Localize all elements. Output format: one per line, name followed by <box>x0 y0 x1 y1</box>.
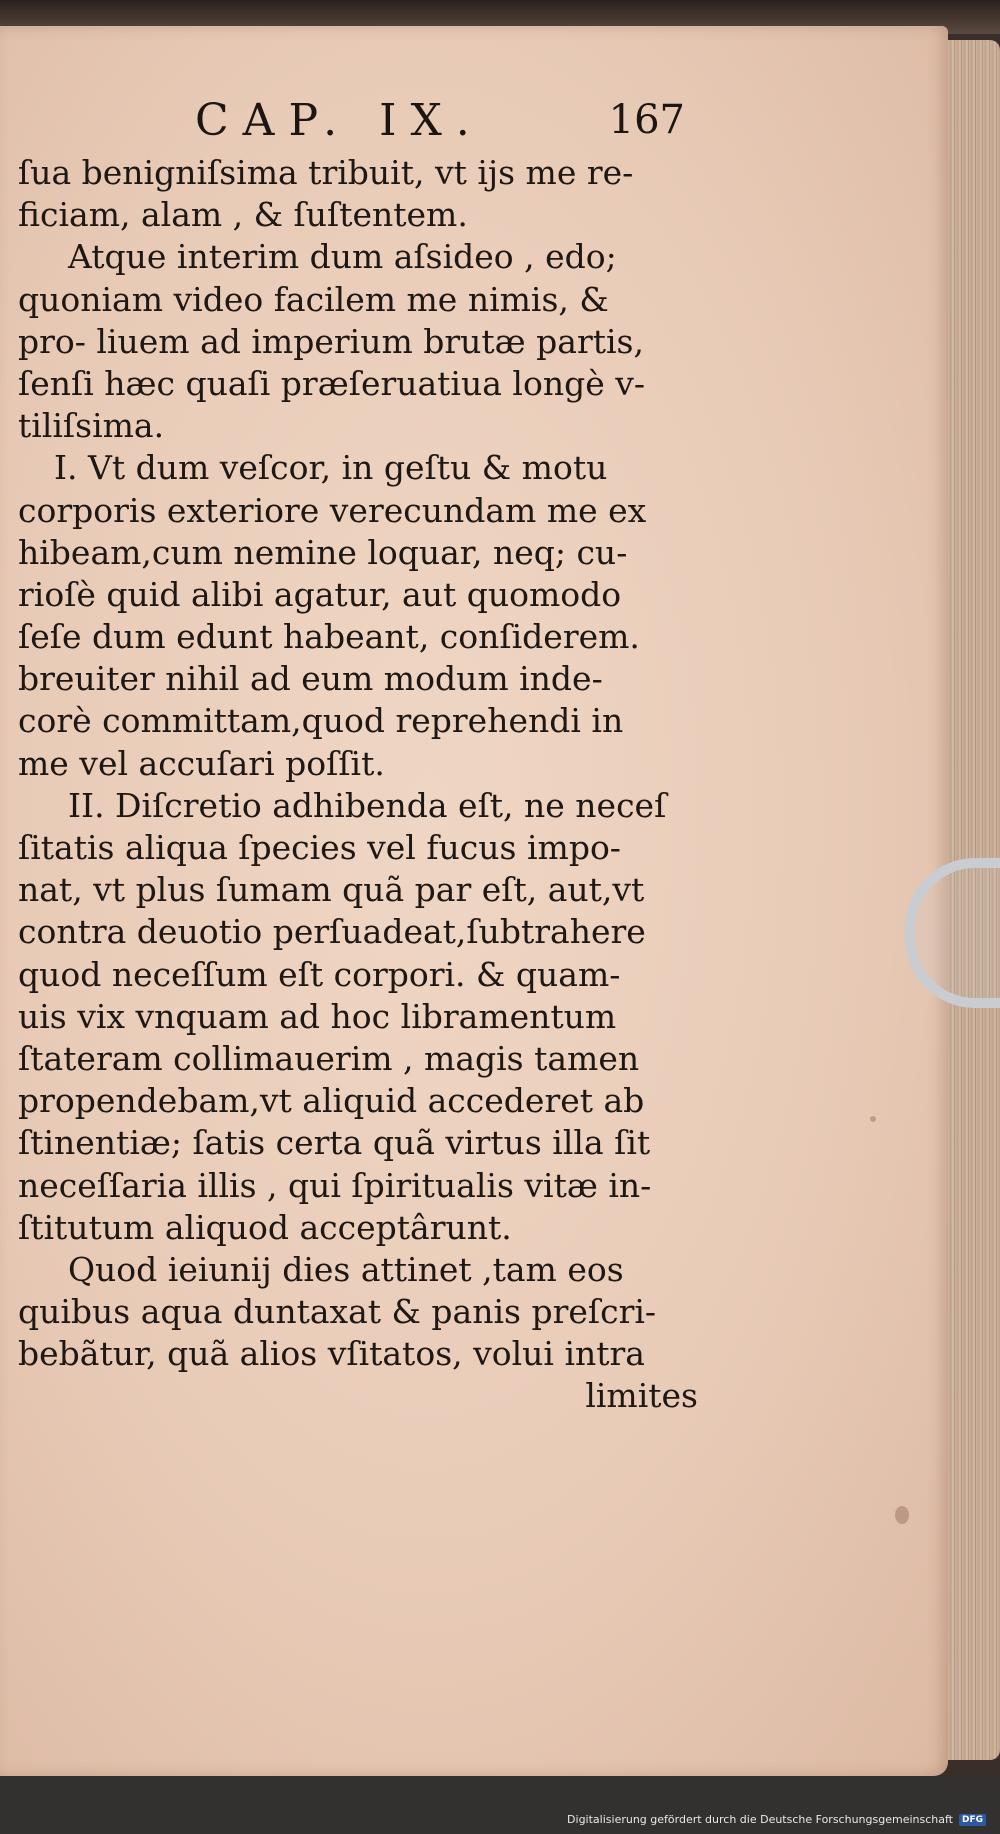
text-line: ſeſe dum edunt habeant, conſiderem. <box>18 617 640 657</box>
catchword: limites <box>585 1376 698 1416</box>
text-line: ſtitutum aliquod acceptârunt. <box>18 1207 512 1247</box>
text-line: quibus aqua duntaxat & panis preſcri- <box>18 1292 657 1332</box>
text-line: corè committam,quod reprehendi in <box>18 701 624 741</box>
text-line: corporis exteriore verecundam me ex <box>18 490 647 530</box>
text-line: ſitatis aliqua ſpecies vel fucus impo- <box>18 828 621 867</box>
text-line: ſtinentiæ; ſatis certa quã virtus illa ſit <box>18 1123 651 1163</box>
chapter-heading: CAP. IX. <box>195 95 484 146</box>
text-line: ſua benigniſsima tribuit, vt ijs me re- <box>18 153 634 192</box>
dfg-logo: DFG <box>959 1814 986 1826</box>
text-line: me vel accuſari poſſit. <box>18 743 385 783</box>
text-line: tiliſsima. <box>18 406 165 446</box>
text-line: Atque interim dum aſsideo , edo; <box>68 237 617 277</box>
paper-stain <box>870 1116 876 1122</box>
text-line: quod neceſſum eſt corpori. & quam- <box>18 954 621 994</box>
running-header <box>195 95 685 153</box>
text-line: bebãtur, quã alios vſitatos, volui intra <box>18 1334 645 1374</box>
text-line: II. Diſcretio adhibenda eſt, ne neceſ <box>68 785 667 825</box>
text-line: uis vix vnquam ad hoc libramentum <box>18 996 617 1036</box>
text-line: rioſè quid alibi agatur, aut quomodo <box>18 574 622 614</box>
text-line: ficiam, alam , & ſuſtentem. <box>18 195 468 235</box>
digitization-credit <box>567 1813 986 1826</box>
text-line: breuiter nihil ad eum modum inde- <box>18 659 603 699</box>
paper-stain <box>895 1506 909 1524</box>
text-line: neceſſaria illis , qui ſpiritualis vitæ in- <box>18 1165 652 1205</box>
text-line: I. Vt dum veſcor, in geſtu & motu <box>54 448 608 488</box>
text-line: quoniam video facilem me nimis, & <box>18 279 609 319</box>
scan-bottom-bar <box>0 1776 1000 1834</box>
text-line: contra deuotio perſuadeat,ſubtrahere <box>18 912 646 952</box>
text-line: Quod ieiunij dies attinet ,tam eos <box>68 1249 624 1289</box>
page-number: 167 <box>608 97 685 143</box>
text-line: hibeam,cum nemine loquar, neq; cu- <box>18 532 628 572</box>
text-line: nat, vt plus ſumam quã par eſt, aut,vt <box>18 870 645 910</box>
text-line: pro- liuem ad imperium brutæ partis, <box>18 321 644 361</box>
text-line: ſtateram collimauerim , magis tamen <box>18 1038 640 1078</box>
credit-text: Digitalisierung gefördert durch die Deutsche Forschungsgemeinschaft <box>567 1813 953 1826</box>
text-line: ſenſi hæc quaſi præſeruatiua longè v- <box>18 363 646 403</box>
text-line: propendebam,vt aliquid accederet ab <box>18 1081 645 1121</box>
body-text <box>18 152 698 1418</box>
